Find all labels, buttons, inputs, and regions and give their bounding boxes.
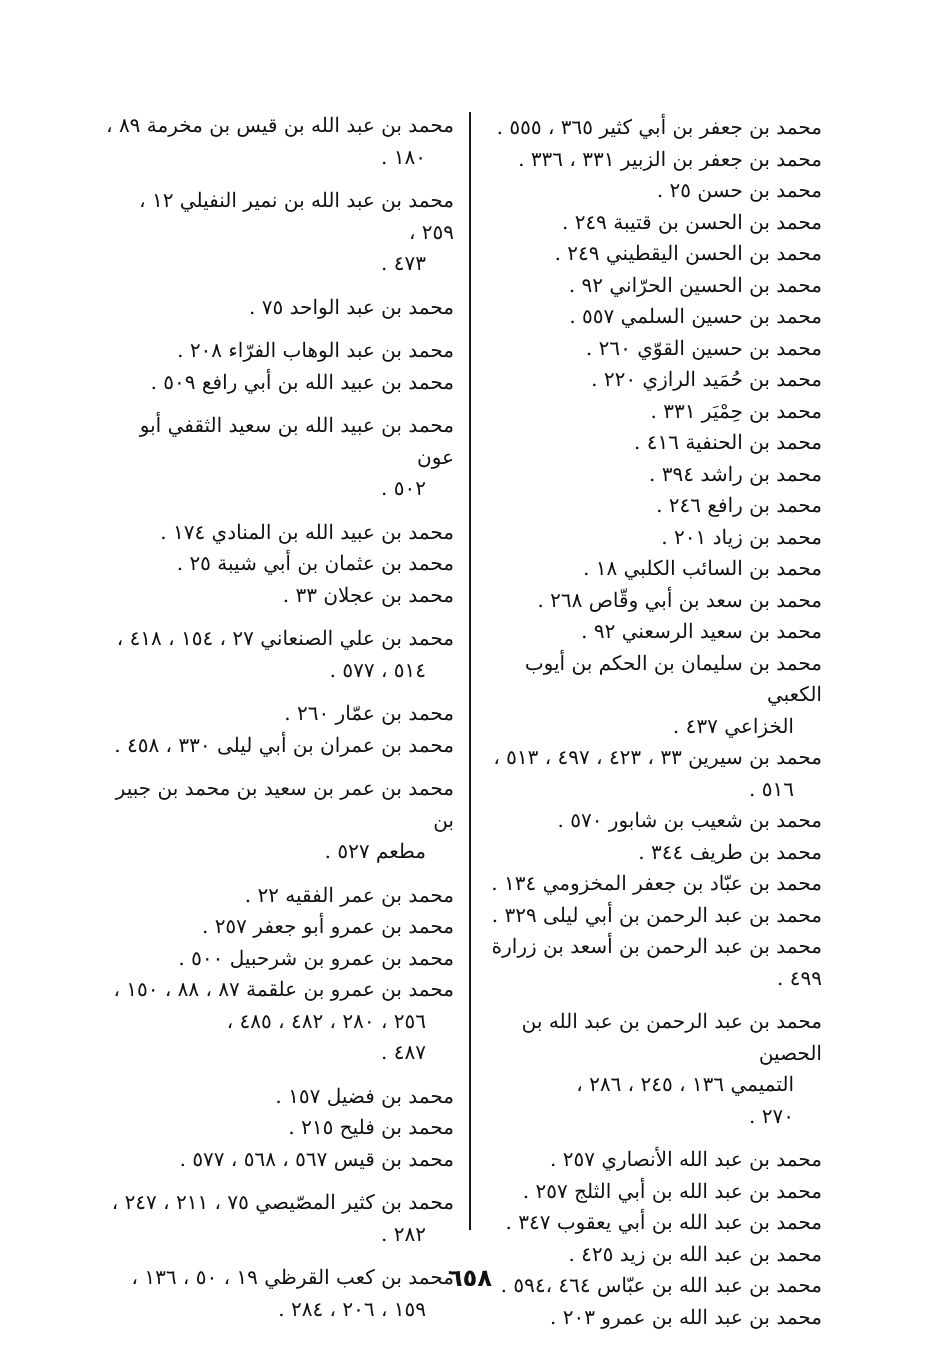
index-entry xyxy=(480,868,822,900)
index-entry xyxy=(480,1207,822,1239)
index-entry-line: محمد بن كعب القرظي ١٩ ، ٥٠ ، ١٣٦ ، xyxy=(131,1265,454,1289)
index-entry-line: محمد بن عبد الله بن أبي الثلج ٢٥٧ . xyxy=(522,1178,822,1203)
index-entry xyxy=(480,490,822,522)
index-entry-line: محمد بن عبد الله بن أبي يعقوب ٣٤٧ . xyxy=(505,1210,822,1234)
index-entry-line: محمد بن عبد الله بن زيد ٤٢٥ . xyxy=(568,1241,822,1266)
index-entry-line: محمد بن حُمَيد الرازي ٢٢٠ . xyxy=(591,367,822,391)
index-entry xyxy=(480,616,822,648)
index-entry xyxy=(480,805,822,837)
index-entry-continuation: ١٨٠ . xyxy=(381,144,426,169)
index-entry xyxy=(106,110,454,173)
index-column-right xyxy=(480,112,822,1333)
index-entry xyxy=(106,335,454,367)
index-entry xyxy=(480,553,822,585)
index-entry-continuation: ٥٠٢ . xyxy=(381,476,426,500)
index-entry-line: محمد بن عبد الله بن قيس بن مخرمة ٨٩ ، xyxy=(106,113,454,137)
column-divider xyxy=(469,112,471,1230)
index-entry-line: محمد بن عبد الرحمن بن عبد الله بن الحصين xyxy=(521,1009,822,1065)
index-entry-line: محمد بن فليح ٢١٥ . xyxy=(288,1115,454,1139)
index-entry-line: محمد بن عمرو بن شرحبيل ٥٠٠ . xyxy=(178,945,454,970)
index-entry xyxy=(106,517,454,549)
index-entry-line: محمد بن الحنفية ٤١٦ . xyxy=(634,430,822,454)
index-entry-line: محمد بن سعد بن أبي وقّاص ٢٦٨ . xyxy=(537,587,822,612)
index-entry-line: محمد بن عبيد الله بن أبي رافع ٥٠٩ . xyxy=(150,369,454,394)
index-entry-continuation: ٢٨٢ . xyxy=(381,1221,426,1246)
index-entry-continuation: ٥١٦ . xyxy=(749,776,794,801)
index-entry xyxy=(480,742,822,805)
index-entry-line: محمد بن طريف ٣٤٤ . xyxy=(638,839,822,864)
index-entry xyxy=(106,730,454,762)
index-entry xyxy=(106,974,454,1069)
index-entry-line: محمد بن عجلان ٣٣ . xyxy=(282,582,454,607)
index-entry xyxy=(480,427,822,459)
index-entry-line: محمد بن زياد ٢٠١ . xyxy=(661,524,822,549)
index-entry xyxy=(480,585,822,617)
index-entry-line: محمد بن عمر بن سعيد بن محمد بن جبير بن xyxy=(115,776,454,832)
index-entry-line: محمد بن عبد الله بن عمرو ٢٠٣ . xyxy=(549,1304,822,1329)
index-entry xyxy=(480,648,822,743)
index-entry xyxy=(106,1112,454,1144)
index-entry xyxy=(480,931,822,994)
index-entry-line: محمد بن عمر الفقيه ٢٢ . xyxy=(244,882,454,907)
index-entry-continuation: ٥١٤ ، ٥٧٧ . xyxy=(329,657,426,682)
index-entry xyxy=(106,292,454,324)
index-entry-continuation: ٢٧٠ . xyxy=(749,1103,794,1128)
index-entry-continuation: ١٥٩ ، ٢٠٦ ، ٢٨٤ . xyxy=(278,1296,426,1321)
index-entry xyxy=(106,185,454,280)
index-entry-line: محمد بن عمّار ٢٦٠ . xyxy=(284,701,454,725)
index-entry xyxy=(480,837,822,869)
index-entry-line: محمد بن جعفر بن أبي كثير ٣٦٥ ، ٥٥٥ . xyxy=(496,115,822,139)
index-entry-line: محمد بن حسن ٢٥ . xyxy=(656,178,822,202)
index-entry xyxy=(106,580,454,612)
index-entry-line: محمد بن فضيل ١٥٧ . xyxy=(275,1083,454,1108)
index-entry-line: محمد بن حِمْيَر ٣٣١ . xyxy=(650,398,822,423)
index-entry xyxy=(480,396,822,428)
index-entry-line: محمد بن الحسين الحرّاني ٩٢ . xyxy=(568,272,822,297)
index-entry xyxy=(106,548,454,580)
index-entry xyxy=(480,900,822,932)
index-entry-line: محمد بن عبيد الله بن سعيد الثقفي أبو عون xyxy=(139,413,454,469)
index-entry-line: محمد بن عبد الوهاب الفرّاء ٢٠٨ . xyxy=(177,338,454,362)
index-entry xyxy=(106,1187,454,1250)
index-entry xyxy=(106,367,454,399)
index-entry-line: محمد بن عبيد الله بن المنادي ١٧٤ . xyxy=(160,519,454,544)
index-column-left xyxy=(106,110,454,1325)
index-entry xyxy=(480,175,822,207)
index-entry xyxy=(106,410,454,505)
index-entry-line: محمد بن عبد الواحد ٧٥ . xyxy=(249,294,454,319)
index-entry-line: محمد بن عمرو بن علقمة ٨٧ ، ٨٨ ، ١٥٠ ، xyxy=(113,977,454,1001)
index-entry xyxy=(480,301,822,333)
index-entry xyxy=(106,1144,454,1176)
index-entry-line: محمد بن الحسن اليقطيني ٢٤٩ . xyxy=(554,241,822,265)
index-entry-line: محمد بن رافع ٢٤٦ . xyxy=(656,493,822,517)
index-entry-line: محمد بن عبّاد بن جعفر المخزومي ١٣٤ . xyxy=(491,871,822,895)
index-entry-continuation: مطعم ٥٢٧ . xyxy=(324,839,426,863)
index-entry xyxy=(106,911,454,943)
index-entry-line: محمد بن شعيب بن شابور ٥٧٠ . xyxy=(557,808,822,832)
index-entry-line: محمد بن كثير المصّيصي ٧٥ ، ٢١١ ، ٢٤٧ ، xyxy=(111,1190,454,1214)
index-entry xyxy=(480,1302,822,1334)
index-entry xyxy=(106,1081,454,1113)
index-entry-continuation: ٢٥٦ ، ٢٨٠ ، ٤٨٢ ، ٤٨٥ ، xyxy=(226,1008,426,1033)
index-entry-continuation: ٤٧٣ . xyxy=(381,251,426,275)
index-entry xyxy=(480,270,822,302)
index-entry xyxy=(480,364,822,396)
index-entry-continuation: التميمي ١٣٦ ، ٢٤٥ ، ٢٨٦ ، xyxy=(576,1072,794,1096)
index-entry xyxy=(480,238,822,270)
index-entry-line: محمد بن سعيد الرسعني ٩٢ . xyxy=(581,619,822,643)
index-entry-line: محمد بن جعفر بن الزبير ٣٣١ ، ٣٣٦ . xyxy=(518,146,822,171)
index-entry-line: محمد بن سيرين ٣٣ ، ٤٢٣ ، ٤٩٧ ، ٥١٣ ، xyxy=(493,745,822,769)
index-entry xyxy=(480,207,822,239)
index-entry-line: محمد بن راشد ٣٩٤ . xyxy=(649,461,822,486)
index-entry xyxy=(480,459,822,491)
index-entry-line: محمد بن عبد الله الأنصاري ٢٥٧ . xyxy=(550,1147,822,1171)
index-entry-line: محمد بن عمران بن أبي ليلى ٣٣٠ ، ٤٥٨ . xyxy=(114,732,454,757)
index-entry xyxy=(480,1144,822,1176)
index-entry-line: محمد بن عبد الله بن نمير النفيلي ١٢ ، ٢٥٩ ، xyxy=(139,188,454,244)
index-entry-line: محمد بن الحسن بن قتيبة ٢٤٩ . xyxy=(561,209,822,234)
index-entry xyxy=(480,522,822,554)
page-number: ٦٥٨ xyxy=(448,1264,492,1292)
index-entry-line: محمد بن قيس ٥٦٧ ، ٥٦٨ ، ٥٧٧ . xyxy=(179,1146,454,1171)
index-entry xyxy=(480,1006,822,1132)
index-entry-line: محمد بن حسين القوّي ٢٦٠ . xyxy=(585,335,822,360)
index-entry-line: محمد بن عبد الله بن عبّاس ٤٦٤ ،٥٩٤ . xyxy=(500,1273,822,1297)
index-entry-line: محمد بن سليمان بن الحكم بن أيوب الكعبي xyxy=(524,650,822,706)
index-entry xyxy=(480,144,822,176)
index-entry xyxy=(480,1176,822,1208)
index-entry-line: محمد بن عثمان بن أبي شيبة ٢٥ . xyxy=(176,551,454,575)
index-entry-continuation: ٤٨٧ . xyxy=(381,1040,426,1064)
index-entry xyxy=(106,943,454,975)
index-entry-continuation: الخزاعي ٤٣٧ . xyxy=(672,713,794,738)
index-entry-line: محمد بن حسين السلمي ٥٥٧ . xyxy=(569,304,822,328)
index-entry-line: محمد بن عمرو أبو جعفر ٢٥٧ . xyxy=(201,914,454,938)
index-entry xyxy=(480,333,822,365)
index-entry xyxy=(106,773,454,868)
index-entry xyxy=(106,880,454,912)
index-entry xyxy=(480,112,822,144)
index-entry xyxy=(106,623,454,686)
index-entry-line: محمد بن السائب الكلبي ١٨ . xyxy=(583,556,822,580)
index-entry-line: محمد بن علي الصنعاني ٢٧ ، ١٥٤ ، ٤١٨ ، xyxy=(116,626,454,650)
index-entry-line: محمد بن عبد الرحمن بن أسعد بن زرارة ٤٩٩ . xyxy=(491,934,822,990)
index-entry-line: محمد بن عبد الرحمن بن أبي ليلى ٣٢٩ . xyxy=(491,902,822,927)
index-entry xyxy=(106,698,454,730)
